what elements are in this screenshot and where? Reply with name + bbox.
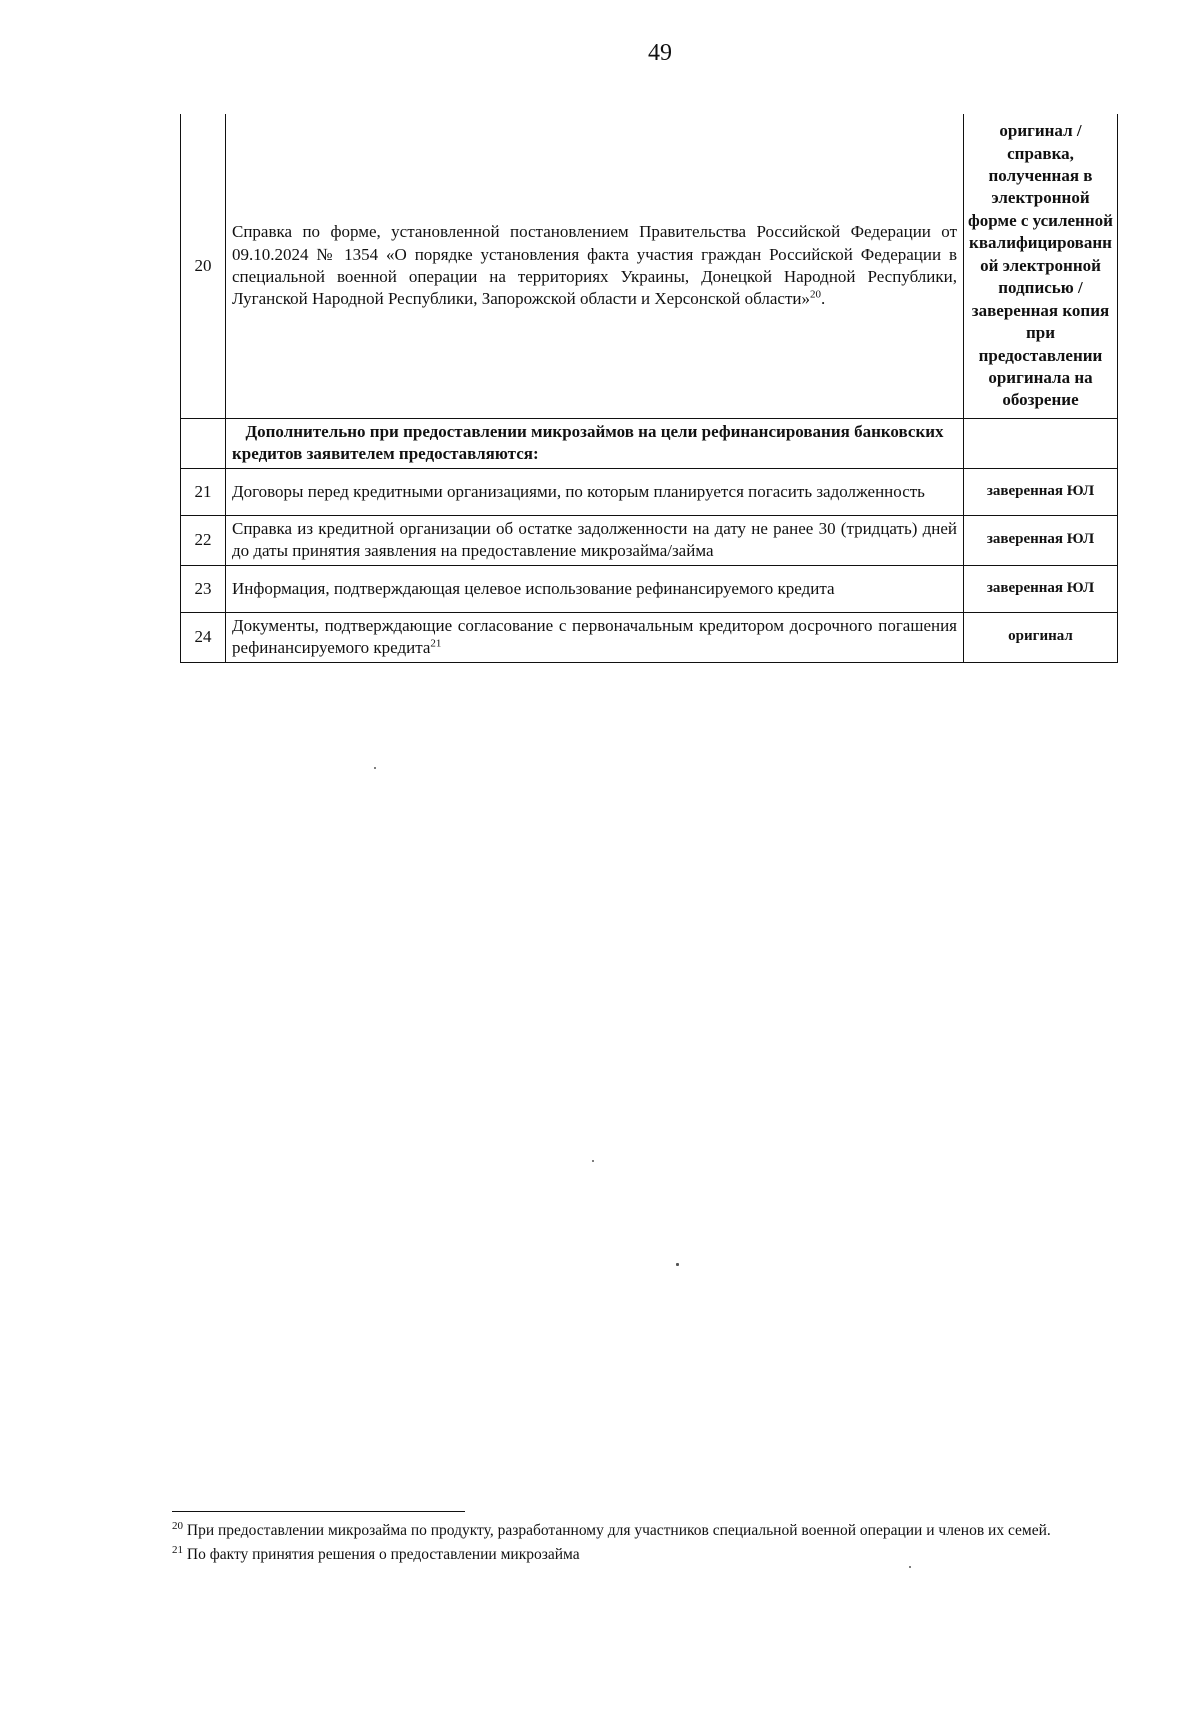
table-row (181, 114, 1118, 419)
document-form (964, 419, 1118, 469)
footnote-number: 21 (172, 1543, 183, 1556)
document-form: оригинал (964, 612, 1118, 662)
footnote-number: 20 (172, 1519, 183, 1532)
table-row (181, 565, 1118, 612)
footnote-ref: 20 (809, 288, 821, 301)
page-number: 49 (648, 40, 672, 66)
footnote-ref: 21 (430, 637, 442, 650)
document-name: Справка по форме, установленной постановлением Правительства Российской Федерации от 09.10.2024 № 1354 «О порядке установления факта участия граждан Российской Федерации в специальной военной операции на территориях Украины, Донецкой Народной Республики, Луганской Народной Республики, Запорожской области и Херсонской области»$^{20}$. (226, 114, 964, 419)
section-heading: Дополнительно при предоставлении микрозаймов на цели рефинансирования банковских кредитов заявителем предоставляются: (226, 419, 964, 469)
scan-speck (374, 767, 376, 769)
footnote (172, 1520, 1152, 1541)
document-form: заверенная ЮЛ (964, 515, 1118, 565)
row-number: 22 (181, 515, 226, 565)
table-row (181, 612, 1118, 662)
row-number: 24 (181, 612, 226, 662)
document-name: Справка из кредитной организации об остатке задолженности на дату не ранее 30 (тридцать) дней до даты принятия заявления на предоставление микрозайма/займа (226, 515, 964, 565)
footnote-text: При предоставлении микрозайма по продукту, разработанному для участников специальной военной операции и членов их семей. (186, 1522, 1051, 1539)
document-name: Информация, подтверждающая целевое использование рефинансируемого кредита (226, 565, 964, 612)
scan-speck (676, 1263, 679, 1266)
scan-speck (592, 1160, 594, 1162)
section-heading-row (181, 419, 1118, 469)
footnote (172, 1544, 1152, 1565)
document-name: Документы, подтверждающие согласование с первоначальным кредитором досрочного погашения рефинансируемого кредита$^{21}$ (226, 612, 964, 662)
row-number: 21 (181, 468, 226, 515)
document-form: оригинал /справка, полученная в электронной форме с усиленной квалифицированн ой электронной подписью / заверенная копия при предоставлении оригинала на обозрение (964, 114, 1118, 419)
document-form: заверенная ЮЛ (964, 468, 1118, 515)
row-number (181, 419, 226, 469)
footnote-separator (172, 1511, 465, 1512)
document-name: Договоры перед кредитными организациями, по которым планируется погасить задолженность (226, 468, 964, 515)
table-row (181, 515, 1118, 565)
document-form: заверенная ЮЛ (964, 565, 1118, 612)
footnotes (172, 1520, 1152, 1568)
table-row (181, 468, 1118, 515)
documents-table (180, 114, 1118, 663)
row-number: 23 (181, 565, 226, 612)
row-number: 20 (181, 114, 226, 419)
footnote-text: По факту принятия решения о предоставлении микрозайма (186, 1546, 580, 1564)
